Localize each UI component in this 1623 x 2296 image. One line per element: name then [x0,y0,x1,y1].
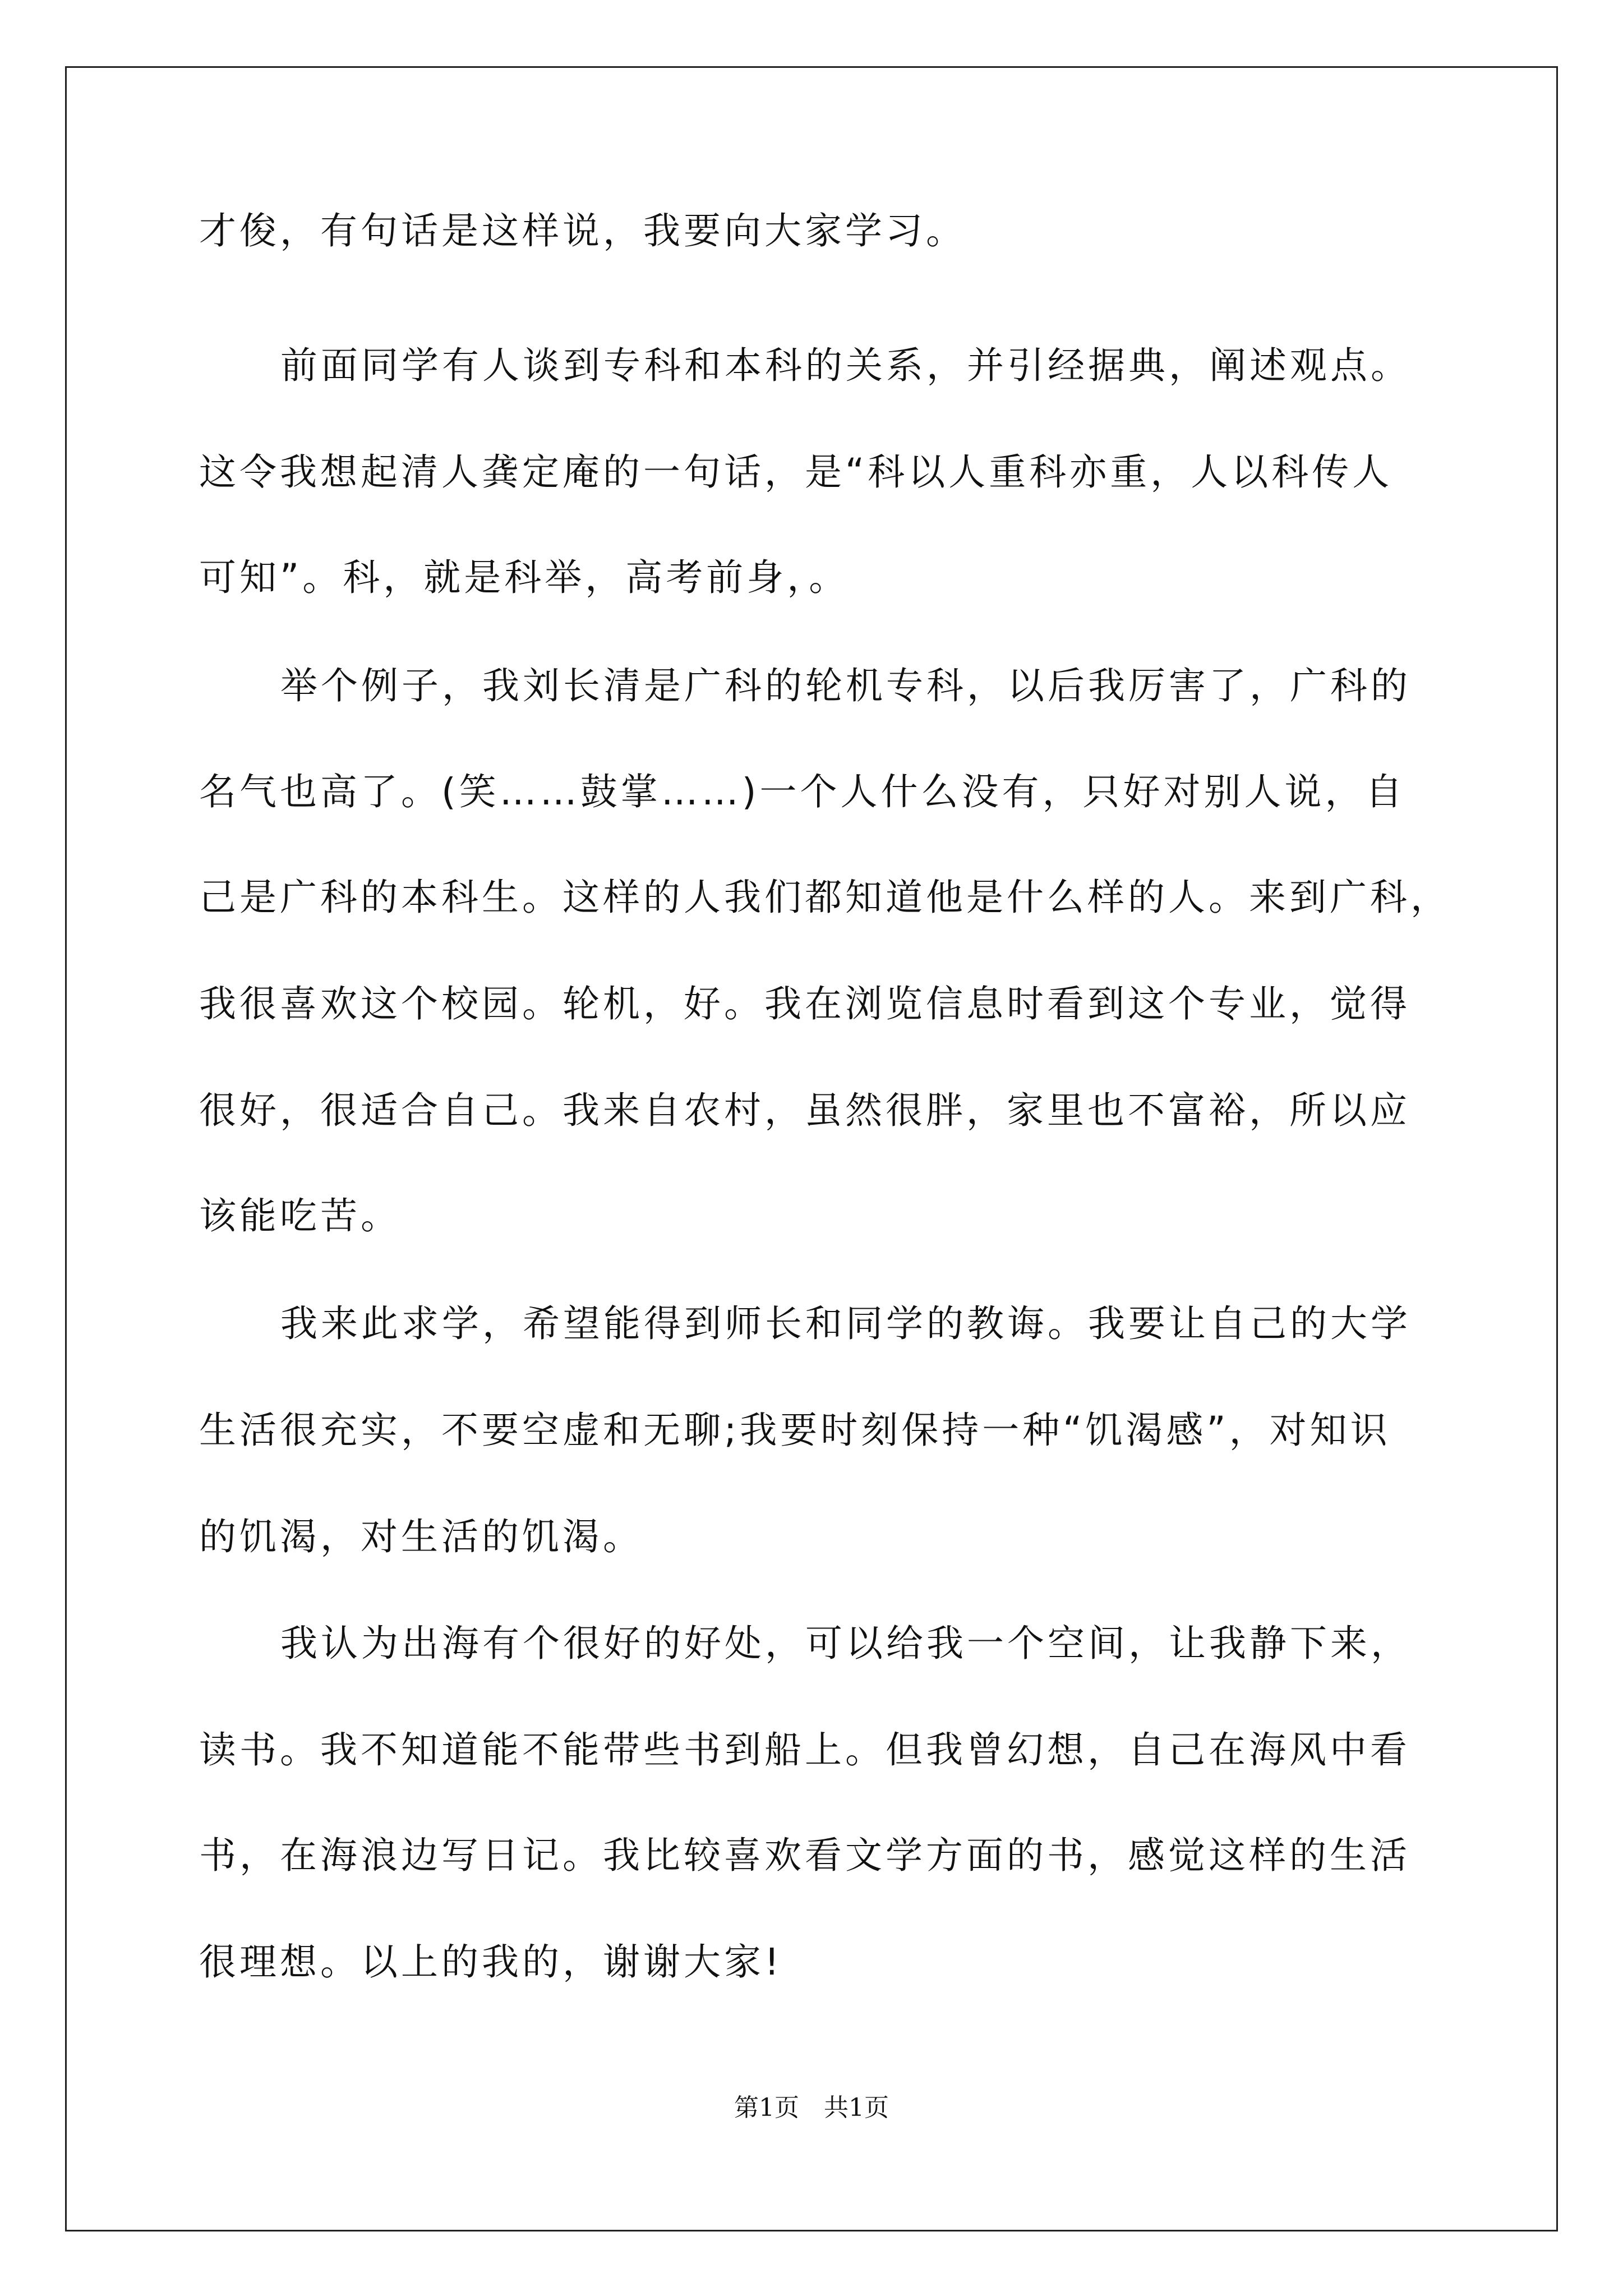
text-line: 书，在海浪边写日记。我比较喜欢看文学方面的书，感觉这样的生活 [199,1834,1410,1877]
page-number-footer: 第1页 共1页 [734,2093,889,2122]
page-border [65,66,1558,2231]
text-line: 己是广科的本科生。这样的人我们都知道他是什么样的人。来到广科， [199,876,1451,919]
text-line: 我很喜欢这个校园。轮机，好。我在浏览信息时看到这个专业，觉得 [199,982,1410,1025]
text-line: 名气也高了。(笑……鼓掌……)一个人什么没有，只好对别人说，自 [199,770,1406,813]
text-line: 这令我想起清人龚定庵的一句话，是“科以人重科亦重，人以科传人 [199,450,1393,494]
text-line: 很好，很适合自己。我来自农村，虽然很胖，家里也不富裕，所以应 [199,1089,1410,1132]
paragraph-first-line: 举个例子，我刘长清是广科的轮机专科，以后我厉害了，广科的 [280,664,1411,707]
text-line: 很理想。以上的我的，谢谢大家! [199,1940,783,1984]
text-line: 可知”。科，就是科举，高考前身，。 [199,556,850,599]
paragraph-first-line: 我来此求学，希望能得到师长和同学的教诲。我要让自己的大学 [280,1302,1411,1345]
text-line: 读书。我不知道能不能带些书到船上。但我曾幻想，自己在海风中看 [199,1728,1410,1772]
text-line: 的饥渴，对生活的饥渴。 [199,1515,643,1558]
paragraph-first-line: 我认为出海有个很好的好处，可以给我一个空间，让我静下来， [280,1622,1411,1665]
text-line: 生活很充实，不要空虚和无聊;我要时刻保持一种“饥渴感”，对知识 [199,1409,1391,1452]
text-line: 该能吃苦。 [199,1194,401,1237]
paragraph-first-line: 前面同学有人谈到专科和本科的关系，并引经据典，阐述观点。 [280,344,1411,387]
text-line: 才俊，有句话是这样说，我要向大家学习。 [199,209,966,252]
